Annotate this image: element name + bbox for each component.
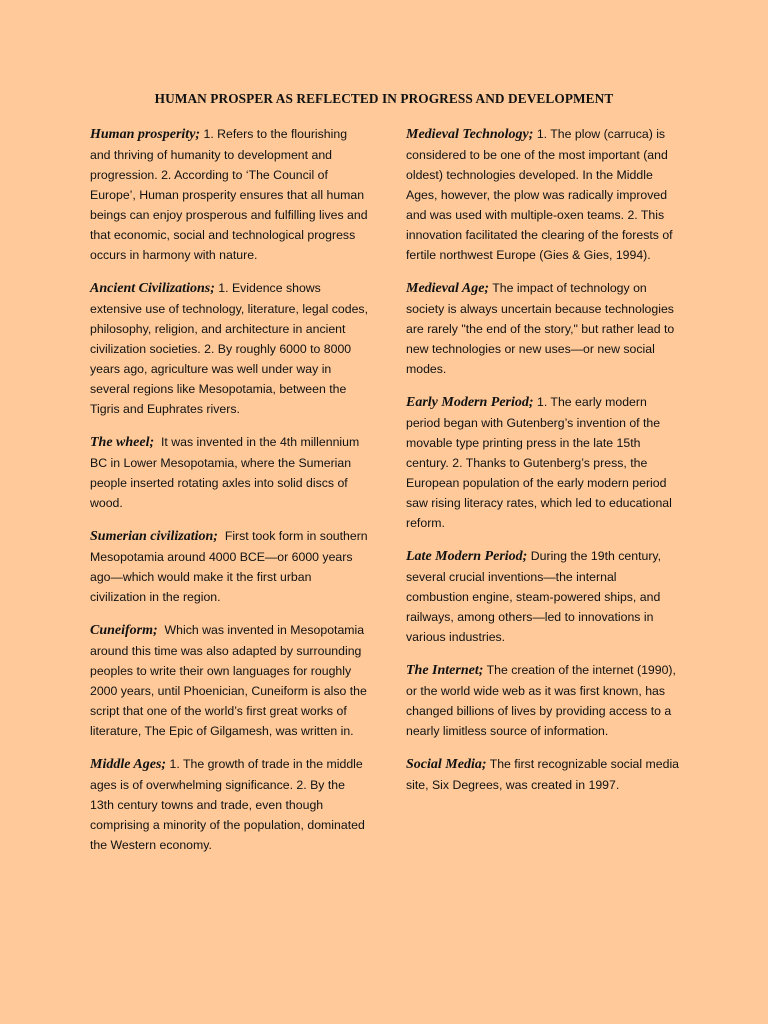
entry-term: Human prosperity; [90,127,201,142]
entry-term: Early Modern Period; [406,395,534,410]
entry-term: Ancient Civilizations; [90,281,215,296]
entry-ancient-civilizations [90,278,368,419]
entry-human-prosperity [90,124,368,265]
entry-text: 1. The growth of trade in the middle ages is of overwhelming significance. 2. By the 13th century towns and trade, even though comprising a minority of the population, dominated the Western economy. [90,757,365,852]
entry-text: First took form in southern Mesopotamia around 4000 BCE—or 6000 years ago—which would make it the first urban civilization in the region. [90,529,368,604]
entry-text: 1. The plow (carruca) is considered to be one of the most important (and oldest) technologies developed. In the Middle Ages, however, the plow was radically improved and was used with multiple-oxen teams. 2. This innovation facilitated the clearing of the forests of fertile northwest Europe (Gies & Gies, 1994). [406,127,673,262]
entry-text: The creation of the internet (1990), or the world wide web as it was first known, has changed billions of lives by providing access to a nearly limitless source of information. [406,663,676,738]
entry-cuneiform [90,620,368,741]
page-title: HUMAN PROSPER AS REFLECTED IN PROGRESS AND DEVELOPMENT [154,91,614,106]
entry-late-modern-period [406,546,682,647]
entry-the-internet [406,660,682,741]
entry-sumerian-civilization [90,526,368,607]
entry-term: Medieval Age; [406,281,490,296]
entry-term: Middle Ages; [90,757,167,772]
entry-text: The first recognizable social media site, Six Degrees, was created in 1997. [406,757,680,792]
entry-text: Which was invented in Mesopotamia around this time was also adapted by surrounding peoples to write their own languages for roughly 2000 years, until Phoenician, Cuneiform is also the script that one of the world’s first great works of literature, The Epic of Gilgamesh, was written in. [90,623,367,738]
entry-early-modern-period [406,392,682,533]
entry-medieval-age [406,278,682,379]
entry-text: 1. The early modern period began with Gutenberg’s invention of the movable type printing press in the late 15th century. 2. Thanks to Gutenberg’s press, the European population of the early modern period saw rising literacy rates, which led to educational reform. [406,395,672,530]
entry-term: The Internet; [406,663,484,678]
entry-term: Late Modern Period; [406,549,528,564]
entry-text: 1. Refers to the flourishing and thriving of humanity to development and progression. 2. According to ‘The Council of Europe’, Human prosperity ensures that all human beings can enjoy prosperous and fulfilling lives and that economic, social and technological progress occurs in harmony with nature. [90,127,368,262]
entry-the-wheel [90,432,368,513]
entry-text: 1. Evidence shows extensive use of technology, literature, legal codes, philosophy, religion, and architecture in ancient civilization societies. 2. By roughly 6000 to 8000 years ago, agriculture was well under way in several regions like Mesopotamia, between the Tigris and Euphrates rivers. [90,281,368,416]
entry-term: Social Media; [406,757,487,772]
left-column [90,124,368,868]
entry-term: Medieval Technology; [406,127,534,142]
right-column [406,124,682,808]
entry-middle-ages [90,754,368,855]
entry-term: Cuneiform; [90,623,158,638]
entry-social-media [406,754,682,795]
entry-term: Sumerian civilization; [90,529,218,544]
entry-medieval-technology [406,124,682,265]
entry-text: During the 19th century, several crucial inventions—the internal combustion engine, steam-powered ships, and railways, among others—led to innovations in various industries. [406,549,662,644]
entry-term: The wheel; [90,435,155,450]
entry-text: The impact of technology on society is always uncertain because technologies are rarely "the end of the story," but rather lead to new technologies or new uses—or new social modes. [406,281,675,376]
entry-text: It was invented in the 4th millennium BC in Lower Mesopotamia, where the Sumerian people inserted rotating axles into solid discs of wood. [90,435,360,510]
